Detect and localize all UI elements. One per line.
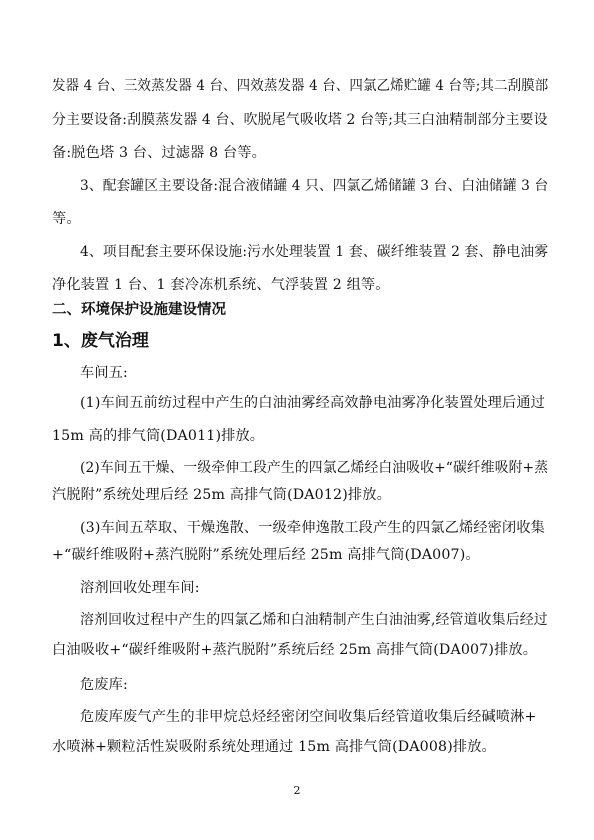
workshop-five-item-1-line-1: (1)车间五前纺过程中产生的白油油雾经高效静电油雾净化装置处理后通过 — [80, 395, 546, 411]
workshop-five-item-1-line-2: 15m 高的排气筒(DA011)排放。 — [52, 428, 265, 444]
workshop-five-item-2-line-2: 汽脱附”系统处理后经 25m 高排气筒(DA012)排放。 — [52, 487, 391, 503]
hazardous-waste-line-1: 危废库废气产生的非甲烷总烃经密闭空间收集后经管道收集后经碱喷淋+ — [80, 709, 537, 725]
paragraph-equipment-line-2: 分主要设备:刮膜蒸发器 4 台、吹脱尾气吸收塔 2 台等;其三白油精制部分主要设 — [52, 112, 548, 128]
workshop-five-item-3-line-2: +“碳纤维吸附+蒸汽脱附”系统处理后经 25m 高排气筒(DA007)。 — [52, 547, 480, 563]
page-number: 2 — [293, 784, 301, 797]
workshop-five-item-3-line-1: (3)车间五萃取、干燥逸散、一级牵伸逸散工段产生的四氯乙烯经密闭收集 — [80, 520, 546, 536]
paragraph-equipment-line-1: 发器 4 台、三效蒸发器 4 台、四效蒸发器 4 台、四氯乙烯贮罐 4 台等;其二刮膜部 — [52, 78, 549, 94]
hazardous-waste-label: 危废库: — [80, 677, 128, 693]
paragraph-equipment-line-3: 备:脱色塔 3 台、过滤器 8 台等。 — [52, 145, 266, 161]
workshop-five-item-2-line-1: (2)车间五干燥、一级牵伸工段产生的四氯乙烯经白油吸收+“碳纤维吸附+蒸 — [80, 460, 549, 476]
paragraph-env-facilities-line-2: 净化装置 1 台、1 套冷冻机系统、气浮装置 2 组等。 — [52, 277, 390, 293]
solvent-recovery-line-1: 溶剂回收过程中产生的四氯乙烯和白油精制产生白油油雾,经管道收集后经过 — [80, 612, 548, 628]
subsection-heading: 1、废气治理 — [52, 331, 149, 351]
solvent-recovery-label: 溶剂回收处理车间: — [80, 580, 200, 596]
paragraph-tank-area-line-2: 等。 — [52, 211, 81, 227]
workshop-five-label: 车间五: — [80, 365, 128, 381]
solvent-recovery-line-2: 白油吸收+“碳纤维吸附+蒸汽脱附”系统后经 25m 高排气筒(DA007)排放。 — [52, 642, 538, 658]
hazardous-waste-line-2: 水喷淋+颗粒活性炭吸附系统处理通过 15m 高排气筒(DA008)排放。 — [52, 739, 496, 755]
section-heading: 二、环境保护设施建设情况 — [52, 302, 226, 318]
paragraph-tank-area-line-1: 3、配套罐区主要设备:混合液储罐 4 只、四氯乙烯储罐 3 台、白油储罐 3 台 — [80, 178, 549, 194]
paragraph-env-facilities-line-1: 4、项目配套主要环保设施:污水处理装置 1 套、碳纤维装置 2 套、静电油雾 — [80, 244, 549, 260]
